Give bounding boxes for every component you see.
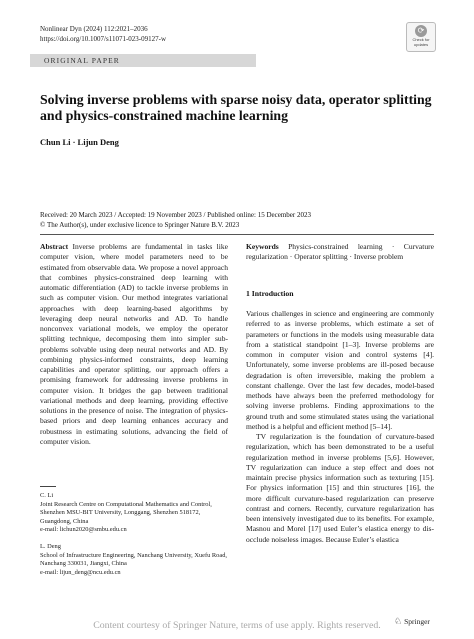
- refresh-icon: ⟳: [415, 25, 427, 37]
- doi-link[interactable]: https://doi.org/10.1007/s11071-023-09127-w: [40, 34, 166, 43]
- keywords-label: Keywords: [246, 242, 279, 251]
- affiliation-address: Joint Research Centre on Computational Mathematics and Control, Shenzhen MSU-BIT University, Longgang, Shenzhen 518172, Guangdong, China: [40, 500, 212, 525]
- affiliation-address: School of Infrastructure Engineering, Nanchang University, Xuefu Road, Nanchang 330031, Jiangxi, China: [40, 551, 227, 568]
- affiliation-email[interactable]: e-mail: lichun2020@smbu.edu.cn: [40, 526, 127, 534]
- journal-citation: Nonlinear Dyn (2024) 112:2021–2036: [40, 25, 148, 33]
- divider: [40, 234, 434, 235]
- paper-title: Solving inverse problems with sparse noisy data, operator splitting and physics-constrained machine learning: [40, 92, 432, 123]
- badge-line1: Check for: [412, 37, 430, 42]
- abstract-label: Abstract: [40, 242, 69, 251]
- affiliation-author: L. Deng: [40, 543, 61, 550]
- intro-paragraph-1: Various challenges in science and engineering are commonly referred to as inverse problems, which estimate a set of parameters or functions in the models using measurable data from a statistical standpoint [1–3]. Inverse problems are common in computer vision and control systems [4]. Unfortunately, some inverse problems are ill-posed because degradation is often irreversible, making the problem a constant challenge. Over the last few decades, model-based methods have always been the preferred methodology for solving inverse problems. Finding approximations to the ground truth and some stimulated states using the variational method is a helpful and efficient method [5–14].: [246, 309, 434, 431]
- article-type-banner: ORIGINAL PAPER: [30, 54, 256, 67]
- badge-line2: updates: [413, 41, 429, 47]
- journal-info: [40, 25, 166, 44]
- authors: Chun Li · Lijun Deng: [40, 137, 119, 147]
- affiliation-2: [40, 543, 228, 577]
- copyright-footer: Content courtesy of Springer Nature, terms of use apply. Rights reserved.: [93, 620, 381, 631]
- keywords-text: Physics-constrained learning · Curvature regularization · Operator splitting · Inverse problem: [246, 242, 434, 262]
- copyright-line: © The Author(s), under exclusive licence to Springer Nature B.V. 2023: [40, 220, 240, 229]
- affiliation-divider: [40, 486, 56, 487]
- section-heading-introduction: 1 Introduction: [246, 289, 294, 298]
- introduction-body: [246, 309, 434, 545]
- abstract-section: [40, 242, 228, 447]
- intro-paragraph-2: TV regularization is the foundation of curvature-based regularization, which has been demonstrated to be a useful regularization method in inverse problems [5,6]. However, TV regularization can induce a step effect and does not maintain precise physics information such as texturing [15]. For physics information [15] and thin structures [16], the more difficult curvature-based regularization can preserve contrast and corners. Recently, curvature regularization has been intensively investigated due to its benefits. For example, Masnou and Morel [17] used Euler’s elastica energy to dis-occlude noiseless images. Because Euler’s elastica: [246, 432, 434, 544]
- check-for-updates-badge[interactable]: [406, 22, 436, 52]
- affiliation-email[interactable]: e-mail: lijun_deng@ncu.edu.cn: [40, 568, 121, 576]
- keywords-section: [246, 242, 434, 263]
- publication-dates: [40, 211, 460, 230]
- affiliation-1: [40, 492, 228, 535]
- springer-knight-icon: ♘: [394, 616, 403, 626]
- publisher-name: Springer: [404, 617, 430, 626]
- abstract-text: Inverse problems are fundamental in tasks like computer vision, where model parameters need to be estimated from observable data. We propose a novel approach that combines physics-constrained deep learning with automatic differentiation (AD) to tackle inverse problems in such as computer vision. Our method integrates variational approaches with deep learning-based algorithms by leveraging deep neural networks and AD. To handle nonconvex variational models, we employ the operator splitting technique, decomposing them into simpler sub-problems solvable using deep neural networks and AD. By combining physics-informed constraints, deep learning capabilities and operator splitting, our approach offers a promising framework for addressing inverse problems in computer vision. It bridges the gap between traditional variational methods and deep learning, providing effective solutions in the presence of noise. The integration of physics-based priors and deep learning enhances accuracy and robustness in estimating solutions, advancing the field of computer vision.: [40, 242, 228, 446]
- dates-line: Received: 20 March 2023 / Accepted: 19 November 2023 / Published online: 15 December 2023: [40, 211, 311, 219]
- affiliation-author: C. Li: [40, 492, 54, 499]
